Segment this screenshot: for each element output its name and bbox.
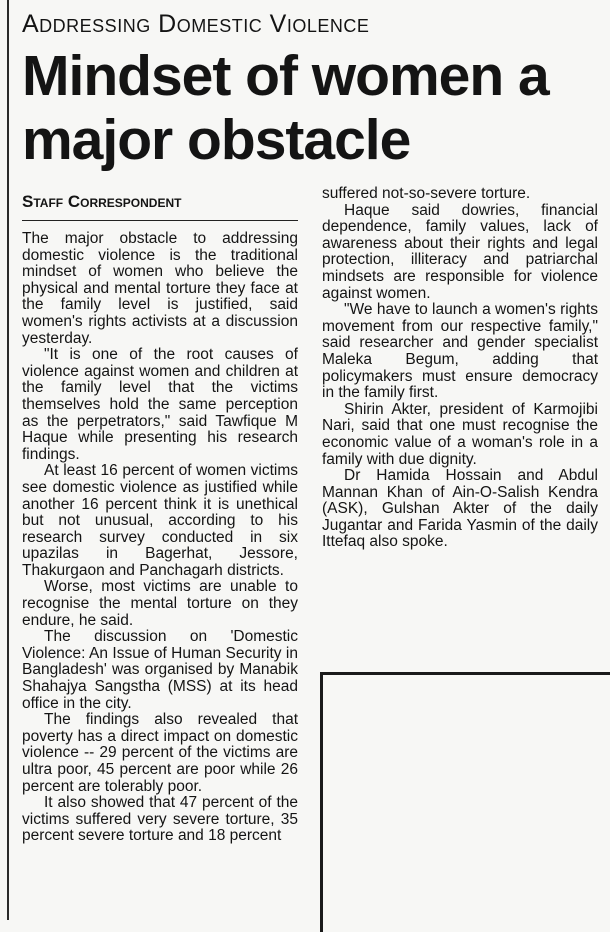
article-column-right [322,186,598,551]
paragraph: "We have to launch a women's rights movement from our respective family," said researcher and gender specialist Maleka Begum, adding that policymakers must ensure democracy in the family first. [322,301,598,402]
paragraph: The discussion on 'Domestic Violence: An Issue of Human Security in Bangladesh' was organised by Manabik Shahajya Sangstha (MSS) at its head office in the city. [22,628,298,712]
article-byline: Staff Correspondent [22,192,298,221]
paragraph: The major obstacle to addressing domestic violence is the traditional mindset of women who believe the physical and mental torture they face at the family level is justified, said women's rights activists at a discussion yesterday. [22,230,298,347]
paragraph: It also showed that 47 percent of the victims suffered very severe torture, 35 percent severe torture and 18 percent [22,794,298,845]
paragraph: Dr Hamida Hossain and Abdul Mannan Khan of Ain-O-Salish Kendra (ASK), Gulshan Akter of the daily Jugantar and Farida Yasmin of the daily Ittefaq also spoke. [322,467,598,551]
article-kicker: Addressing Domestic Violence [22,10,370,38]
paragraph: At least 16 percent of women victims see domestic violence as justified while another 16 percent think it is unethical but not unusual, according to his research survey conducted in six upazilas in Bagerhat, Jessore, Thakurgaon and Panchagarh districts. [22,462,298,579]
page-left-rule [7,0,9,920]
paragraph: Haque said dowries, financial dependence, family values, lack of awareness about their rights and legal protection, illiteracy and patriarchal mindsets are responsible for violence against women. [322,201,598,302]
paragraph: Shirin Akter, president of Karmojibi Nari, said that one must recognise the economic value of a woman's role in a family with due dignity. [322,400,598,468]
adjacent-box-frame [320,672,610,932]
paragraph: suffered not-so-severe torture. [322,185,531,202]
paragraph: "It is one of the root causes of violence against women and children at the family level that the victims themselves hold the same perception as the perpetrators," said Tawfique M Haque while presenting his research findings. [22,346,298,463]
article-column-left [22,231,298,845]
article-headline: Mindset of women a major obstacle [22,44,549,172]
paragraph: The findings also revealed that poverty has a direct impact on domestic violence -- 29 percent of the victims are ultra poor, 45 percent are poor while 26 percent are tolerably poor. [22,711,298,795]
paragraph: Worse, most victims are unable to recognise the mental torture on they endure, he said. [22,578,298,629]
